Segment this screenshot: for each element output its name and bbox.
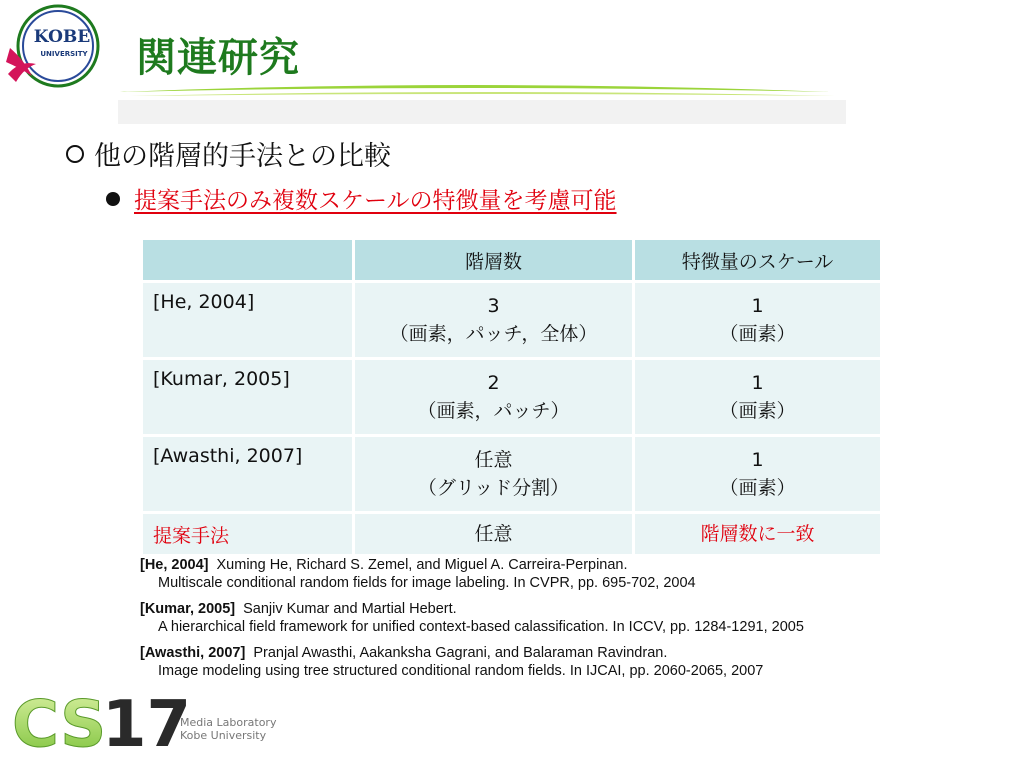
reference-authors: Pranjal Awasthi, Aakanksha Gagrani, and Balaraman Ravindran. — [253, 645, 668, 661]
cell-scale-detail: （画素） — [719, 400, 796, 422]
header-cell-method — [142, 239, 354, 282]
cell-scale-value: 1 — [751, 372, 764, 394]
table-row — [142, 436, 882, 513]
bullet-level2 — [106, 182, 617, 215]
reference-entry — [140, 556, 804, 592]
logo-text-kobe: KOBE — [33, 27, 91, 47]
cell-method: [He, 2004] — [142, 282, 354, 359]
cell-levels — [354, 513, 634, 556]
circle-bullet-icon — [66, 145, 84, 163]
cell-levels-detail: （画素，パッチ） — [417, 400, 570, 422]
cell-scale — [634, 513, 882, 556]
cell-scale — [634, 436, 882, 513]
cell-levels — [354, 359, 634, 436]
cell-scale — [634, 359, 882, 436]
cell-levels — [354, 282, 634, 359]
bullet-level1-text: 他の階層的手法との比較 — [94, 141, 391, 172]
reference-entry — [140, 600, 804, 636]
bullet-level2-text: 提案手法のみ複数スケールの特徴量を考慮可能 — [134, 188, 617, 214]
reference-key: [Awasthi, 2007] — [140, 645, 246, 661]
slide-title: 関連研究 — [136, 35, 300, 81]
cell-scale — [634, 282, 882, 359]
reference-authors: Xuming He, Richard S. Zemel, and Miguel A. Carreira-Perpinan. — [216, 557, 628, 573]
cs17-logo-number: 17 — [102, 688, 192, 756]
cell-levels-value: 任意 — [474, 449, 513, 471]
cell-levels-detail: （グリッド分割） — [417, 477, 570, 499]
reference-detail: Multiscale conditional random fields for image labeling. In CVPR, pp. 695-702, 2004 — [158, 575, 696, 591]
cell-levels-value: 任意 — [474, 523, 513, 545]
cell-levels-value: 3 — [487, 295, 500, 317]
cell-levels-value: 2 — [487, 372, 500, 394]
table-row — [142, 359, 882, 436]
header-cell-levels: 階層数 — [354, 239, 634, 282]
header-cell-scale: 特徴量のスケール — [634, 239, 882, 282]
cell-method: [Kumar, 2005] — [142, 359, 354, 436]
cell-scale-detail: （画素） — [719, 477, 796, 499]
references-list — [140, 556, 804, 688]
cell-scale-value: 階層数に一致 — [700, 523, 815, 545]
cs17-media-lab-logo — [12, 686, 282, 756]
bullet-level1 — [66, 134, 391, 173]
kobe-univ-label: Kobe University — [180, 729, 267, 742]
cell-scale-value: 1 — [751, 449, 764, 471]
cell-method: 提案手法 — [142, 513, 354, 556]
reference-detail: Image modeling using tree structured conditional random fields. In IJCAI, pp. 2060-2065, 2007 — [158, 663, 764, 679]
cell-scale-detail: （画素） — [719, 323, 796, 345]
comparison-table — [140, 237, 883, 557]
reference-key: [Kumar, 2005] — [140, 601, 236, 617]
cell-levels-detail: （画素，パッチ，全体） — [389, 323, 598, 345]
title-underline-decoration — [90, 72, 846, 124]
cell-scale-value: 1 — [751, 295, 764, 317]
cell-levels — [354, 436, 634, 513]
table-row — [142, 282, 882, 359]
table-header-row — [142, 239, 882, 282]
cell-method: [Awasthi, 2007] — [142, 436, 354, 513]
kobe-university-logo — [2, 2, 102, 94]
media-lab-label: Media Laboratory — [180, 716, 277, 729]
cs17-logo-cs: CS — [12, 688, 107, 756]
filled-bullet-icon — [106, 192, 120, 206]
logo-text-university: UNIVERSITY — [40, 50, 88, 58]
reference-key: [He, 2004] — [140, 557, 209, 573]
table-row-proposed — [142, 513, 882, 556]
reference-authors: Sanjiv Kumar and Martial Hebert. — [243, 601, 457, 617]
reference-entry — [140, 644, 804, 680]
reference-detail: A hierarchical field framework for unified context-based calassification. In ICCV, pp. 1284-1291, 2005 — [158, 619, 804, 635]
